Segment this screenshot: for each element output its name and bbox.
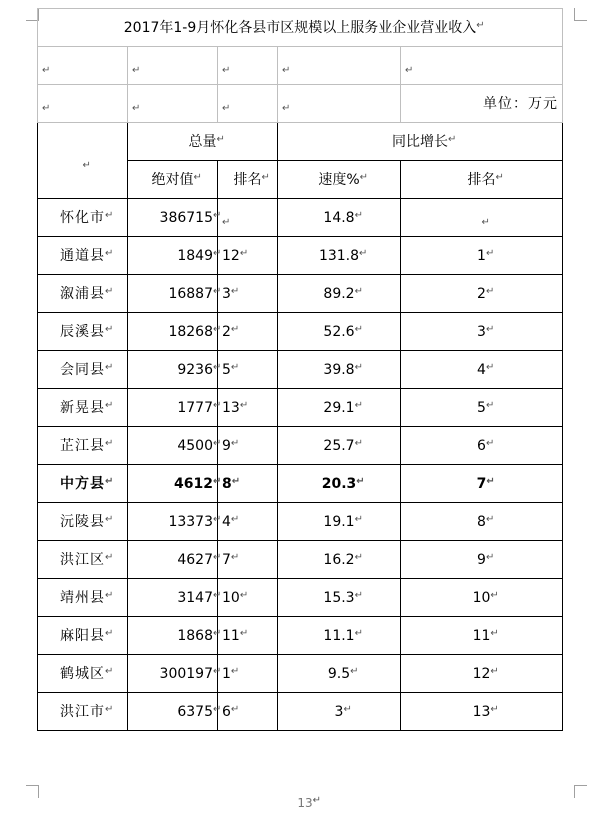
- unit-label: 单位：万元: [401, 85, 563, 123]
- para-mark: ↵: [105, 627, 115, 639]
- district-name-text: 鹤城区: [60, 665, 105, 682]
- para-mark: ↵: [485, 323, 495, 335]
- page-number-text: 13: [297, 796, 313, 810]
- para-mark: ↵: [239, 399, 249, 411]
- para-mark: ↵: [485, 399, 495, 411]
- rank-cell: [218, 313, 278, 351]
- table-row: [38, 693, 563, 731]
- district-name-text: 通道县: [60, 247, 105, 264]
- speed-rank-cell: [401, 541, 563, 579]
- speed-cell: [278, 541, 401, 579]
- district-name-text: 洪江区: [60, 551, 105, 568]
- district-name-cell: [38, 617, 128, 655]
- para-mark: ↵: [82, 159, 91, 171]
- para-mark: ↵: [230, 285, 240, 297]
- para-mark: ↵: [485, 285, 495, 297]
- speed-text: 11.1: [323, 627, 355, 644]
- para-mark: ↵: [132, 64, 141, 76]
- para-mark: ↵: [222, 102, 231, 114]
- rank-cell: [218, 275, 278, 313]
- para-mark: ↵: [476, 19, 485, 31]
- table-row: [38, 655, 563, 693]
- header-absolute-value: [128, 161, 218, 199]
- title-text: 2017年1-9月怀化各县市区规模以上服务业企业营业收入: [123, 19, 477, 36]
- absolute-value-cell: [128, 351, 222, 389]
- rank-text: 13: [222, 399, 240, 416]
- rank-cell: [218, 617, 278, 655]
- district-name-cell: [38, 313, 128, 351]
- rank-text: 4: [222, 513, 231, 530]
- absolute-value-text: 1777: [177, 399, 213, 416]
- unit-row: [38, 85, 563, 123]
- blank-cell: [38, 85, 128, 123]
- speed-rank-text: 1: [477, 247, 486, 264]
- district-name-text: 芷江县: [60, 437, 105, 454]
- para-mark: ↵: [105, 285, 115, 297]
- table-row: [38, 389, 563, 427]
- speed-rank-text: 8: [477, 513, 486, 530]
- district-name-text: 洪江市: [60, 703, 105, 720]
- speed-rank-text: 9: [477, 551, 486, 568]
- speed-rank-text: 5: [477, 399, 486, 416]
- para-mark: ↵: [354, 437, 363, 449]
- district-name-text: 新晃县: [60, 399, 105, 416]
- para-mark: ↵: [485, 513, 495, 525]
- rank-cell: [218, 693, 278, 731]
- speed-text: 15.3: [323, 589, 355, 606]
- para-mark: ↵: [354, 513, 363, 525]
- rank-cell: [218, 465, 278, 503]
- header-speed: [278, 161, 401, 199]
- header-yoy-label: 同比增长: [392, 133, 448, 150]
- district-name-cell: [38, 427, 128, 465]
- rank-cell: [218, 541, 278, 579]
- blank-cell: [278, 47, 401, 85]
- header-yoy: [278, 123, 563, 161]
- absolute-value-text: 1868: [177, 627, 213, 644]
- para-mark: ↵: [490, 665, 499, 677]
- blank-row: [38, 47, 563, 85]
- rank-text: 5: [222, 361, 231, 378]
- para-mark: ↵: [42, 64, 51, 76]
- header-absolute-value-label: 绝对值: [151, 171, 194, 188]
- para-mark: ↵: [485, 551, 495, 563]
- district-name-cell: [38, 693, 128, 731]
- para-mark: ↵: [486, 475, 495, 487]
- blank-cell: [128, 85, 218, 123]
- para-mark: ↵: [213, 285, 222, 297]
- para-mark: ↵: [105, 589, 115, 601]
- absolute-value-text: 6375: [177, 703, 213, 720]
- district-name-text: 靖州县: [60, 589, 105, 606]
- para-mark: ↵: [282, 64, 291, 76]
- para-mark: ↵: [105, 399, 115, 411]
- absolute-value-text: 16887: [168, 285, 213, 302]
- para-mark: ↵: [354, 399, 363, 411]
- table-body: [38, 9, 563, 731]
- para-mark: ↵: [485, 437, 495, 449]
- table-title: [38, 9, 563, 47]
- para-mark: ↵: [213, 209, 222, 221]
- speed-cell: [278, 579, 401, 617]
- para-mark: ↵: [222, 64, 231, 76]
- speed-rank-cell: [401, 275, 563, 313]
- para-mark: ↵: [239, 627, 249, 639]
- rank-text: 3: [222, 285, 231, 302]
- para-mark: ↵: [230, 665, 240, 677]
- district-name-text: 辰溪县: [60, 323, 105, 340]
- district-name-text: 怀化市: [60, 209, 105, 226]
- speed-rank-cell: [401, 237, 563, 275]
- rank-cell: [218, 351, 278, 389]
- para-mark: ↵: [239, 247, 249, 259]
- speed-cell: [278, 237, 401, 275]
- speed-rank-text: 3: [477, 323, 486, 340]
- absolute-value-text: 386715: [159, 209, 213, 226]
- district-name-cell: [38, 579, 128, 617]
- absolute-value-cell: [128, 617, 222, 655]
- speed-rank-text: 10: [472, 589, 491, 606]
- speed-cell: [278, 427, 401, 465]
- blank-cell: [218, 85, 278, 123]
- speed-text: 25.7: [323, 437, 355, 454]
- rank-cell: [218, 389, 278, 427]
- table-row: [38, 313, 563, 351]
- rank-cell: [218, 503, 278, 541]
- rank-cell: [218, 655, 278, 693]
- blank-cell: [38, 47, 128, 85]
- para-mark: ↵: [354, 323, 363, 335]
- district-name-cell: [38, 465, 128, 503]
- para-mark: ↵: [105, 247, 115, 259]
- absolute-value-cell: [128, 693, 222, 731]
- speed-rank-cell: [401, 389, 563, 427]
- para-mark: ↵: [216, 133, 225, 145]
- table-row: [38, 199, 563, 237]
- table-row: [38, 351, 563, 389]
- district-name-cell: [38, 351, 128, 389]
- rank-cell: [218, 237, 278, 275]
- para-mark: ↵: [490, 589, 499, 601]
- speed-rank-text: 4: [477, 361, 486, 378]
- para-mark: ↵: [481, 216, 490, 228]
- para-mark: ↵: [448, 133, 457, 145]
- speed-text: 20.3: [321, 475, 357, 492]
- para-mark: ↵: [343, 703, 352, 715]
- para-mark: ↵: [105, 361, 115, 373]
- para-mark: ↵: [132, 102, 141, 114]
- rank-text: 12: [222, 247, 240, 264]
- blank-cell: [401, 47, 563, 85]
- district-name-cell: [38, 199, 128, 237]
- para-mark: ↵: [230, 551, 240, 563]
- speed-rank-text: 11: [472, 627, 491, 644]
- title-row: [38, 9, 563, 47]
- para-mark: ↵: [495, 171, 504, 183]
- district-name-cell: [38, 275, 128, 313]
- speed-rank-cell: [401, 199, 563, 237]
- speed-cell: [278, 693, 401, 731]
- para-mark: ↵: [230, 513, 240, 525]
- para-mark: ↵: [105, 665, 115, 677]
- absolute-value-cell: [128, 579, 222, 617]
- speed-text: 16.2: [323, 551, 355, 568]
- para-mark: ↵: [42, 102, 51, 114]
- speed-rank-cell: [401, 313, 563, 351]
- para-mark: ↵: [213, 513, 222, 525]
- speed-rank-cell: [401, 503, 563, 541]
- para-mark: ↵: [213, 323, 222, 335]
- rank-text: 6: [222, 703, 231, 720]
- header-corner: [38, 123, 128, 199]
- speed-cell: [278, 503, 401, 541]
- speed-cell: [278, 617, 401, 655]
- para-mark: ↵: [222, 216, 231, 228]
- para-mark: ↵: [213, 627, 222, 639]
- absolute-value-text: 1849: [177, 247, 213, 264]
- table-row: [38, 427, 563, 465]
- header-yoy-rank-label: 排名: [467, 171, 496, 188]
- para-mark: ↵: [105, 437, 115, 449]
- absolute-value-cell: [128, 503, 222, 541]
- header-rank: [218, 161, 278, 199]
- blank-cell: [278, 85, 401, 123]
- para-mark: ↵: [213, 399, 222, 411]
- revenue-table: [37, 8, 563, 731]
- para-mark: ↵: [354, 361, 363, 373]
- speed-cell: [278, 389, 401, 427]
- rank-cell: [218, 579, 278, 617]
- header-yoy-rank: [401, 161, 563, 199]
- para-mark: ↵: [239, 589, 249, 601]
- absolute-value-text: 4500: [177, 437, 213, 454]
- speed-text: 131.8: [318, 247, 360, 264]
- para-mark: ↵: [354, 285, 363, 297]
- para-mark: ↵: [354, 209, 363, 221]
- para-mark: ↵: [213, 247, 222, 259]
- district-name-cell: [38, 389, 128, 427]
- para-mark: ↵: [213, 475, 222, 487]
- para-mark: ↵: [213, 665, 222, 677]
- para-mark: ↵: [261, 171, 270, 183]
- para-mark: ↵: [213, 703, 222, 715]
- speed-rank-text: 13: [472, 703, 491, 720]
- header-rank-label: 排名: [233, 171, 262, 188]
- absolute-value-text: 4612: [174, 475, 213, 492]
- district-name-cell: [38, 655, 128, 693]
- speed-text: 39.8: [323, 361, 355, 378]
- district-name-text: 沅陵县: [60, 513, 105, 530]
- speed-rank-cell: [401, 351, 563, 389]
- para-mark: ↵: [354, 589, 363, 601]
- para-mark: ↵: [354, 627, 363, 639]
- absolute-value-cell: [128, 427, 222, 465]
- para-mark: ↵: [230, 361, 240, 373]
- speed-cell: [278, 351, 401, 389]
- speed-rank-text: 6: [477, 437, 486, 454]
- para-mark: ↵: [231, 475, 241, 487]
- para-mark: ↵: [485, 247, 495, 259]
- rank-text: 7: [222, 551, 231, 568]
- table-row: [38, 275, 563, 313]
- speed-cell: [278, 465, 401, 503]
- district-name-text: 会同县: [60, 361, 105, 378]
- para-mark: ↵: [193, 171, 202, 183]
- district-name-cell: [38, 503, 128, 541]
- para-mark: ↵: [359, 247, 368, 259]
- table-row: [38, 237, 563, 275]
- para-mark: ↵: [490, 703, 499, 715]
- para-mark: ↵: [105, 513, 115, 525]
- absolute-value-cell: [128, 275, 222, 313]
- absolute-value-cell: [128, 389, 222, 427]
- district-name-text: 麻阳县: [60, 627, 105, 644]
- absolute-value-cell: [128, 541, 222, 579]
- speed-rank-text: 2: [477, 285, 486, 302]
- para-mark: ↵: [230, 323, 240, 335]
- para-mark: ↵: [490, 627, 499, 639]
- rank-text: 9: [222, 437, 231, 454]
- speed-rank-cell: [401, 693, 563, 731]
- speed-rank-cell: [401, 427, 563, 465]
- speed-rank-cell: [401, 617, 563, 655]
- speed-text: 52.6: [323, 323, 355, 340]
- para-mark: ↵: [105, 551, 115, 563]
- blank-cell: [218, 47, 278, 85]
- para-mark: ↵: [312, 795, 322, 806]
- para-mark: ↵: [230, 703, 240, 715]
- para-mark: ↵: [105, 475, 115, 487]
- para-mark: ↵: [282, 102, 291, 114]
- table-row: [38, 465, 563, 503]
- header-total-label: 总量: [188, 133, 217, 150]
- header-speed-label: 速度%: [318, 171, 360, 188]
- district-name-text: 溆浦县: [60, 285, 105, 302]
- district-name-text: 中方县: [60, 475, 105, 492]
- table-row: [38, 503, 563, 541]
- table-row: [38, 579, 563, 617]
- speed-cell: [278, 275, 401, 313]
- para-mark: ↵: [485, 361, 495, 373]
- absolute-value-cell: [128, 237, 222, 275]
- speed-text: 9.5: [327, 665, 351, 682]
- rank-cell: [218, 427, 278, 465]
- para-mark: ↵: [213, 361, 222, 373]
- rank-cell: [218, 199, 278, 237]
- absolute-value-text: 18268: [168, 323, 213, 340]
- header-row-1: [38, 123, 563, 161]
- absolute-value-text: 300197: [159, 665, 213, 682]
- absolute-value-text: 4627: [177, 551, 213, 568]
- district-name-cell: [38, 541, 128, 579]
- district-name-cell: [38, 237, 128, 275]
- speed-cell: [278, 655, 401, 693]
- absolute-value-cell: [128, 199, 222, 237]
- absolute-value-text: 3147: [177, 589, 213, 606]
- para-mark: ↵: [105, 703, 115, 715]
- rank-text: 10: [222, 589, 240, 606]
- crop-mark-top-right: [574, 8, 587, 21]
- para-mark: ↵: [213, 551, 222, 563]
- para-mark: ↵: [213, 589, 222, 601]
- para-mark: ↵: [350, 665, 359, 677]
- speed-rank-cell: [401, 655, 563, 693]
- rank-text: 2: [222, 323, 231, 340]
- absolute-value-cell: [128, 465, 222, 503]
- absolute-value-cell: [128, 313, 222, 351]
- absolute-value-text: 9236: [177, 361, 213, 378]
- absolute-value-text: 13373: [168, 513, 213, 530]
- page-number: [0, 796, 610, 810]
- table-row: [38, 541, 563, 579]
- rank-text: 8: [222, 475, 232, 492]
- para-mark: ↵: [354, 551, 363, 563]
- para-mark: ↵: [105, 323, 115, 335]
- speed-cell: [278, 199, 401, 237]
- speed-rank-cell: [401, 465, 563, 503]
- speed-text: 3: [334, 703, 344, 720]
- rank-text: 11: [222, 627, 240, 644]
- para-mark: ↵: [405, 64, 414, 76]
- speed-rank-cell: [401, 579, 563, 617]
- speed-cell: [278, 313, 401, 351]
- absolute-value-cell: [128, 655, 222, 693]
- speed-text: 29.1: [323, 399, 355, 416]
- speed-text: 14.8: [323, 209, 355, 226]
- header-total: [128, 123, 278, 161]
- blank-cell: [128, 47, 218, 85]
- para-mark: ↵: [105, 209, 115, 221]
- para-mark: ↵: [356, 475, 365, 487]
- speed-rank-text: 7: [476, 475, 487, 492]
- speed-text: 19.1: [323, 513, 355, 530]
- speed-rank-text: 12: [472, 665, 491, 682]
- para-mark: ↵: [230, 437, 240, 449]
- speed-text: 89.2: [323, 285, 355, 302]
- table-row: [38, 617, 563, 655]
- para-mark: ↵: [213, 437, 222, 449]
- para-mark: ↵: [359, 171, 369, 183]
- rank-text: 1: [222, 665, 231, 682]
